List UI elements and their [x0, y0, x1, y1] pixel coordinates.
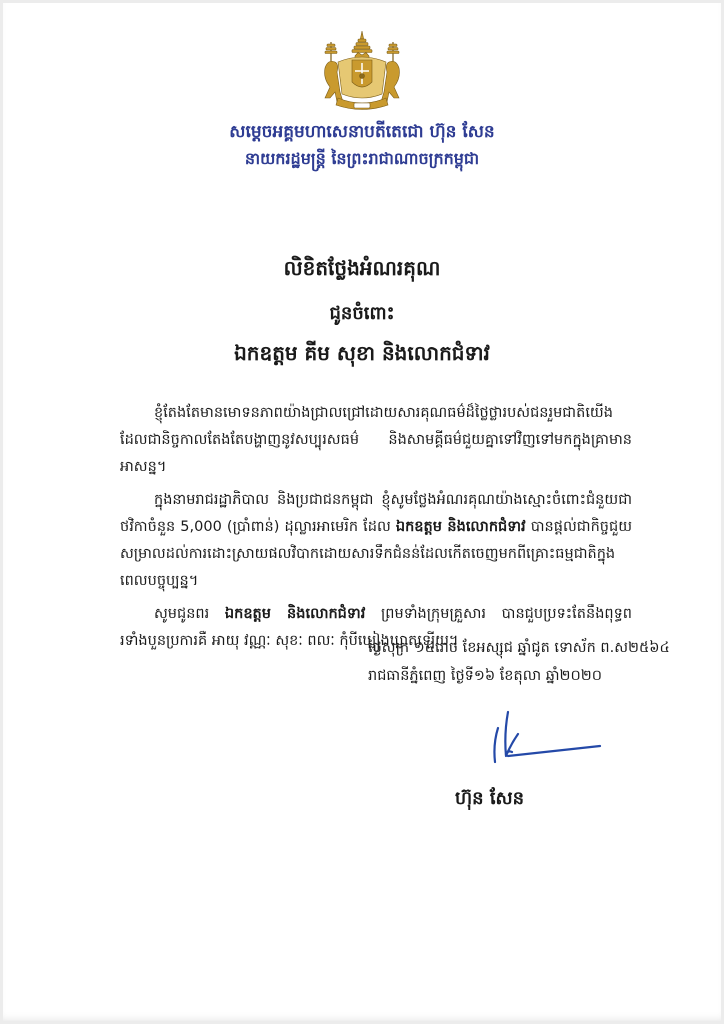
place-and-solar-date: រាជធានីភ្នំពេញ ថ្ងៃទី១៦ ខែតុលា ឆ្នាំ២០២០ — [368, 668, 603, 684]
letter-body — [120, 400, 632, 661]
recipient-name: ឯកឧត្តម គីម សុខា និងលោកជំទាវ — [234, 341, 490, 365]
royal-coat-of-arms-icon — [316, 30, 408, 114]
body-paragraph-1: ខ្ញុំតែងតែមានមោទនភាពយ៉ាងជ្រាលជ្រៅដោយសារគុណធម៌ដ៏ថ្លៃថ្លារបស់ជនរួមជាតិយើង ដែលជានិច្ចកាលតែងតែបង្ហាញនូវសប្បុរសធម៌ និងសាមគ្គីធម៌ជួយគ្នាទៅវិញទៅមកក្នុងគ្រាមានអាសន្ន។ — [120, 405, 632, 475]
letter-title: លិខិតថ្លែងអំណរគុណ — [283, 256, 441, 280]
dateline — [368, 634, 708, 690]
addressed-to-label: ជូនចំពោះ — [329, 303, 395, 324]
signatory-name: ហ៊ុន សែន — [455, 788, 525, 809]
paragraph-3-honorific: ឯកឧត្តម និងលោកជំទាវ — [224, 606, 366, 622]
paragraph-2-honorific: ឯកឧត្តម និងលោកជំទាវ — [395, 519, 526, 535]
body-paragraph-2 — [120, 487, 632, 595]
sender-position-line: នាយករដ្ឋមន្ត្រី នៃព្រះរាជាណាចក្រកម្ពុជា — [244, 149, 480, 168]
sender-title-line: សម្តេចអគ្គមហាសេនាបតីតេជោ ហ៊ុន សែន — [229, 122, 495, 142]
lunar-date: ថ្ងៃសុក្រ ១៤រោច ខែអស្សុជ ឆ្នាំជូត ទោស័ក ព.ស២៥៦៤ — [368, 640, 670, 656]
paragraph-3-text-before: សូមជូនពរ — [154, 606, 210, 622]
paragraph-2-text-before: ក្នុងនាមរាជរដ្ឋាភិបាល និងប្រជាជនកម្ពុជា ខ្ញុំសូមថ្លែងអំណរគុណយ៉ាងស្មោះចំពោះជំនួយជាថវិកាចំនួន 5,000 (ប្រាំពាន់) ដុល្លារអាមេរិក ដែល — [120, 492, 632, 535]
paragraph-2-text-after: បានផ្តល់ជាកិច្ចជួយសម្រាលដល់ការដោះស្រាយផលវិបាកដោយសារទឹកជំនន់ដែលកើតចេញមកពីគ្រោះធម្មជាតិក្នុងពេលបច្ចុប្បន្ន។ — [120, 519, 632, 589]
paragraph-3-text-after: ព្រមទាំងក្រុមគ្រួសារ បានជួបប្រទះតែនឹងពុទ្ធពរទាំងបួនប្រការគឺ អាយុ វណ្ណៈ សុខៈ ពលៈ កុំបីឃ្លៀងឃ្លាតឡើយ។ — [120, 606, 633, 649]
handwritten-signature — [484, 706, 606, 772]
